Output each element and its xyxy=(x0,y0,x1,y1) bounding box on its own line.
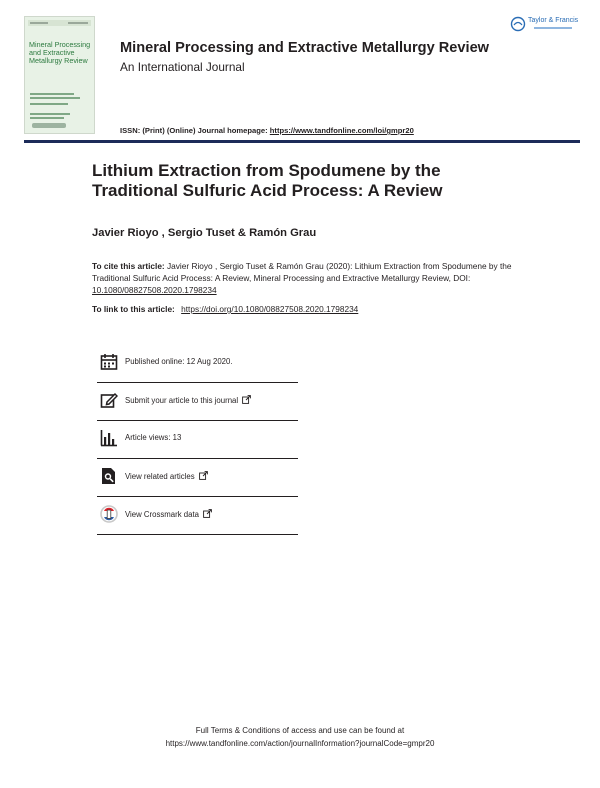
search-document-icon xyxy=(100,467,118,485)
related-articles-link[interactable] xyxy=(97,459,298,497)
cover-top-strip xyxy=(28,20,91,26)
journal-name: Mineral Processing and Extractive Metallurgy Review xyxy=(120,40,490,56)
submit-article-link[interactable] xyxy=(97,383,298,421)
cite-doi-link[interactable]: 10.1080/08827508.2020.1798234 xyxy=(92,285,217,295)
article-views-label: Article views: 13 xyxy=(125,433,182,442)
related-articles-text: View related articles xyxy=(125,472,195,481)
cite-text: Javier Rioyo , Sergio Tuset & Ramón Grau (2020): Lithium Extraction from Spodumene by the Traditional Sulfuric Acid Process: A Review, Mineral Processing and Extractive Metallurgy Review, DOI: xyxy=(92,261,512,283)
published-online-label: Published online: 12 Aug 2020. xyxy=(125,357,233,366)
publisher-logo-icon xyxy=(510,16,526,32)
publisher-logo[interactable] xyxy=(510,16,582,38)
footer-terms-link[interactable]: https://www.tandfonline.com/action/journalInformation?journalCode=gmpr20 xyxy=(165,739,435,748)
citation-block xyxy=(92,260,522,296)
link-label: To link to this article: xyxy=(92,304,175,314)
header-divider xyxy=(24,140,580,143)
cover-line xyxy=(30,117,64,119)
cover-line xyxy=(30,113,70,115)
bar-chart-icon xyxy=(100,429,118,447)
publisher-logo-text: Taylor & Francis xyxy=(528,17,579,24)
cover-line xyxy=(30,103,68,105)
journal-subtitle: An International Journal xyxy=(120,60,245,74)
article-doi-link[interactable]: https://doi.org/10.1080/08827508.2020.1798234 xyxy=(181,304,359,314)
cite-label: To cite this article: xyxy=(92,261,165,271)
article-title: Lithium Extraction from Spodumene by the Traditional Sulfuric Acid Process: A Review xyxy=(92,161,443,200)
external-link-icon xyxy=(199,471,208,480)
published-online-item xyxy=(97,345,298,383)
related-articles-label xyxy=(125,471,208,481)
issn-prefix: ISSN: (Print) (Online) Journal homepage: xyxy=(120,126,268,135)
external-link-icon xyxy=(203,509,212,518)
cover-line xyxy=(30,97,80,99)
cover-line xyxy=(30,93,74,95)
article-views-item xyxy=(97,421,298,459)
crossmark-text: View Crossmark data xyxy=(125,510,199,519)
publisher-logo-tagline xyxy=(534,27,572,29)
article-authors: Javier Rioyo , Sergio Tuset & Ramón Grau xyxy=(92,227,317,239)
submit-article-text: Submit your article to this journal xyxy=(125,396,239,405)
external-link-icon xyxy=(242,395,251,404)
cover-title: Mineral Processing and Extractive Metallurgy Review xyxy=(29,40,91,65)
cover-publisher-logo xyxy=(32,123,66,128)
crossmark-link[interactable] xyxy=(97,497,298,535)
article-link-line xyxy=(92,304,358,314)
journal-cover-image xyxy=(24,16,95,134)
submit-article-label xyxy=(125,395,251,405)
calendar-icon xyxy=(100,353,118,371)
article-actions-list xyxy=(97,345,298,535)
crossmark-label xyxy=(125,509,212,519)
crossmark-icon xyxy=(100,505,118,523)
issn-line xyxy=(120,126,414,135)
footer-terms-text: Full Terms & Conditions of access and use can be found at xyxy=(195,726,405,735)
edit-icon xyxy=(100,391,118,409)
journal-homepage-link[interactable]: https://www.tandfonline.com/loi/gmpr20 xyxy=(269,126,414,135)
